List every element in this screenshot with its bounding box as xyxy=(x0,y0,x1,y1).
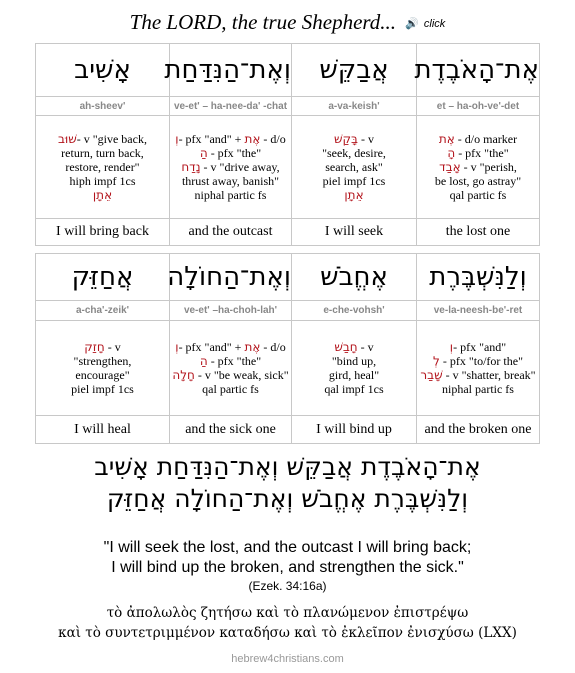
hebrew-root: שׁוּב xyxy=(58,132,77,146)
grammar-text: hiph impf 1cs xyxy=(69,174,136,188)
grammar-line xyxy=(36,146,169,160)
grammar-text: qal impf 1cs xyxy=(324,382,384,396)
grammar-line xyxy=(417,174,539,188)
grammar-text: - v xyxy=(104,340,121,354)
grammar-line xyxy=(170,132,291,146)
audio-click-link[interactable]: click xyxy=(423,18,446,30)
transliteration: et – ha-oh-ve'-det xyxy=(417,97,540,116)
translit-row xyxy=(36,97,540,116)
grammar-line xyxy=(36,340,169,354)
grammar-text: piel impf 1cs xyxy=(322,174,386,188)
hebrew-root: לְ xyxy=(433,354,440,368)
grammar-text: - pfx "and" xyxy=(453,340,507,354)
grammar-text: encourage" xyxy=(75,368,130,382)
hebrew-root: הָ xyxy=(447,146,456,160)
english-gloss: and the sick one xyxy=(170,416,292,444)
english-verse-line-2: I will bind up the broken, and strengthen the sick." xyxy=(111,559,464,576)
grammar-text: qal partic fs xyxy=(449,188,507,202)
grammar-text: be lost, go astray" xyxy=(434,174,522,188)
grammar-text: - pfx "the" xyxy=(207,354,262,368)
grammar-line xyxy=(36,382,169,396)
hebrew-word: אֶחֱבֹשׁ xyxy=(292,254,417,301)
grammar-text: niphal partic fs xyxy=(194,188,267,202)
transliteration: e-che-vohsh' xyxy=(292,301,417,321)
grammar-line xyxy=(292,340,416,354)
greek-verse-line-2: καὶ τὸ συντετριμμένον καταδήσω καὶ τὸ ἐκλεῖπον ἐνισχύσω (LXX) xyxy=(58,625,517,641)
grammar-line xyxy=(292,188,416,202)
word-table-1 xyxy=(35,43,540,246)
hebrew-row xyxy=(36,44,540,97)
grammar-line xyxy=(36,132,169,146)
grammar-line xyxy=(170,188,291,202)
grammar-line xyxy=(417,354,539,368)
grammar-line xyxy=(417,368,539,382)
grammar-line xyxy=(170,354,291,368)
hebrew-word: וְלַנִּשְׁבֶּרֶת xyxy=(417,254,540,301)
grammar-line xyxy=(417,132,539,146)
english-verse xyxy=(0,538,575,578)
transliteration: a-va-keish' xyxy=(292,97,417,116)
transliteration: a-cha'-zeik' xyxy=(36,301,170,321)
grammar-text: restore, render" xyxy=(65,160,140,174)
hebrew-word: אֶת־הָאֹבֶדֶת xyxy=(417,44,540,97)
transliteration: ve-et' – ha-nee-da' -chat xyxy=(170,97,292,116)
english-verse-line-1: "I will seek the lost, and the outcast I will bring back; xyxy=(103,539,472,556)
grammar-note xyxy=(36,321,170,416)
grammar-line xyxy=(292,368,416,382)
hebrew-root: וְ xyxy=(175,340,179,354)
grammar-line xyxy=(170,368,291,382)
hebrew-root: אֶת xyxy=(244,132,261,146)
english-gloss: I will bring back xyxy=(36,219,170,246)
grammar-line xyxy=(292,354,416,368)
grammar-text: - pfx "and" + xyxy=(178,132,245,146)
hebrew-root: אֶת xyxy=(244,340,261,354)
transliteration: ve-et' –ha-choh-lah' xyxy=(170,301,292,321)
grammar-line xyxy=(292,382,416,396)
grammar-note xyxy=(292,116,417,219)
grammar-row xyxy=(36,116,540,219)
hebrew-root: חָבַשׁ xyxy=(334,340,358,354)
grammar-line xyxy=(417,382,539,396)
grammar-line xyxy=(292,146,416,160)
grammar-text: - v xyxy=(357,340,374,354)
grammar-text: return, turn back, xyxy=(61,146,144,160)
grammar-line xyxy=(170,382,291,396)
hebrew-verse-line-1: אֶת־הָאֹבֶדֶת אֲבַקֵּשׁ וְאֶת־הַנִּדַּחַת אָשִׁיב xyxy=(94,452,481,481)
hebrew-root: הַ xyxy=(199,354,208,368)
grammar-row xyxy=(36,321,540,416)
grammar-line xyxy=(36,354,169,368)
grammar-note xyxy=(170,116,292,219)
hebrew-root: וְ xyxy=(449,340,454,354)
grammar-line xyxy=(292,174,416,188)
hebrew-root: שָׁבַר xyxy=(420,368,443,382)
english-gloss: and the broken one xyxy=(417,416,540,444)
grammar-text: - d/o xyxy=(260,340,286,354)
hebrew-word: אֲחַזֵּק xyxy=(36,254,170,301)
grammar-note xyxy=(417,116,540,219)
grammar-text: - pfx "the" xyxy=(207,146,262,160)
hebrew-word: אֲבַקֵּשׁ xyxy=(292,44,417,97)
grammar-note xyxy=(292,321,417,416)
grammar-text: piel impf 1cs xyxy=(71,382,134,396)
hebrew-root: בָּקַשׁ xyxy=(334,132,358,146)
english-row xyxy=(36,416,540,444)
grammar-text: - v "be weak, sick" xyxy=(194,368,289,382)
grammar-line xyxy=(36,160,169,174)
grammar-text: - pfx "and" + xyxy=(178,340,245,354)
grammar-note xyxy=(417,321,540,416)
transliteration: ve-la-neesh-be'-ret xyxy=(417,301,540,321)
hebrew-word: אָשִׁיב xyxy=(36,44,170,97)
hebrew-root: אֵתָן xyxy=(92,188,113,202)
hebrew-root: אָבַד xyxy=(439,160,461,174)
grammar-line xyxy=(170,174,291,188)
page-header xyxy=(0,10,575,35)
grammar-text: "seek, desire, xyxy=(322,146,386,160)
english-gloss: and the outcast xyxy=(170,219,292,246)
hebrew-verse-line-2: וְלַנִּשְׁבֶּרֶת אֶחֱבֹשׁ וְאֶת־הַחוֹלָה אֲחַזֵּק xyxy=(106,484,469,513)
hebrew-root: נָדַח xyxy=(181,160,201,174)
grammar-line xyxy=(417,188,539,202)
grammar-text: - pfx "to/for the" xyxy=(439,354,523,368)
verse-reference: (Ezek. 34:16a) xyxy=(248,579,327,593)
grammar-text: gird, heal" xyxy=(328,368,380,382)
grammar-text: - v "drive away, xyxy=(200,160,280,174)
hebrew-root: אֶת xyxy=(438,132,455,146)
grammar-line xyxy=(292,160,416,174)
grammar-text: "bind up, xyxy=(331,354,377,368)
grammar-line xyxy=(417,146,539,160)
hebrew-root: חָלָה xyxy=(172,368,195,382)
english-gloss: the lost one xyxy=(417,219,540,246)
greek-verse-line-1: τὸ ἀπολωλὸς ζητήσω καὶ τὸ πλανώμενον ἐπιστρέψω xyxy=(106,605,469,621)
hebrew-word: וְאֶת־הַחוֹלָה xyxy=(170,254,292,301)
hebrew-word: וְאֶת־הַנִּדַּחַת xyxy=(170,44,292,97)
grammar-text: - v "perish, xyxy=(460,160,517,174)
hebrew-root: וְ xyxy=(175,132,179,146)
grammar-note xyxy=(170,321,292,416)
grammar-text: - pfx "the" xyxy=(455,146,509,160)
page-title: The LORD, the true Shepherd... xyxy=(129,10,397,34)
grammar-line xyxy=(36,188,169,202)
english-gloss: I will seek xyxy=(292,219,417,246)
grammar-text: - v "give back, xyxy=(76,132,147,146)
grammar-line xyxy=(170,160,291,174)
english-gloss: I will bind up xyxy=(292,416,417,444)
english-gloss: I will heal xyxy=(36,416,170,444)
grammar-line xyxy=(36,174,169,188)
english-row xyxy=(36,219,540,246)
hebrew-root: אֵתָן xyxy=(344,188,364,202)
grammar-line xyxy=(417,160,539,174)
grammar-text: - v xyxy=(357,132,374,146)
hebrew-root: חָזַק xyxy=(84,340,105,354)
grammar-text: - d/o marker xyxy=(454,132,518,146)
greek-verse xyxy=(0,603,575,643)
hebrew-row xyxy=(36,254,540,301)
grammar-text: - v "shatter, break" xyxy=(442,368,536,382)
grammar-line xyxy=(170,146,291,160)
grammar-text: "strengthen, xyxy=(73,354,132,368)
grammar-note xyxy=(36,116,170,219)
grammar-line xyxy=(292,132,416,146)
grammar-line xyxy=(170,340,291,354)
grammar-text: niphal partic fs xyxy=(442,382,514,396)
speaker-icon[interactable]: 🔊 xyxy=(405,17,419,30)
grammar-text: - d/o xyxy=(260,132,286,146)
grammar-line xyxy=(36,368,169,382)
grammar-text: thrust away, banish" xyxy=(181,174,280,188)
word-table-2 xyxy=(35,253,540,444)
hebrew-root: הַ xyxy=(199,146,208,160)
translit-row xyxy=(36,301,540,321)
grammar-text: qal partic fs xyxy=(202,382,259,396)
grammar-text: search, ask" xyxy=(325,160,383,174)
site-link[interactable]: hebrew4christians.com xyxy=(231,653,344,665)
grammar-line xyxy=(417,340,539,354)
transliteration: ah-sheev' xyxy=(36,97,170,116)
